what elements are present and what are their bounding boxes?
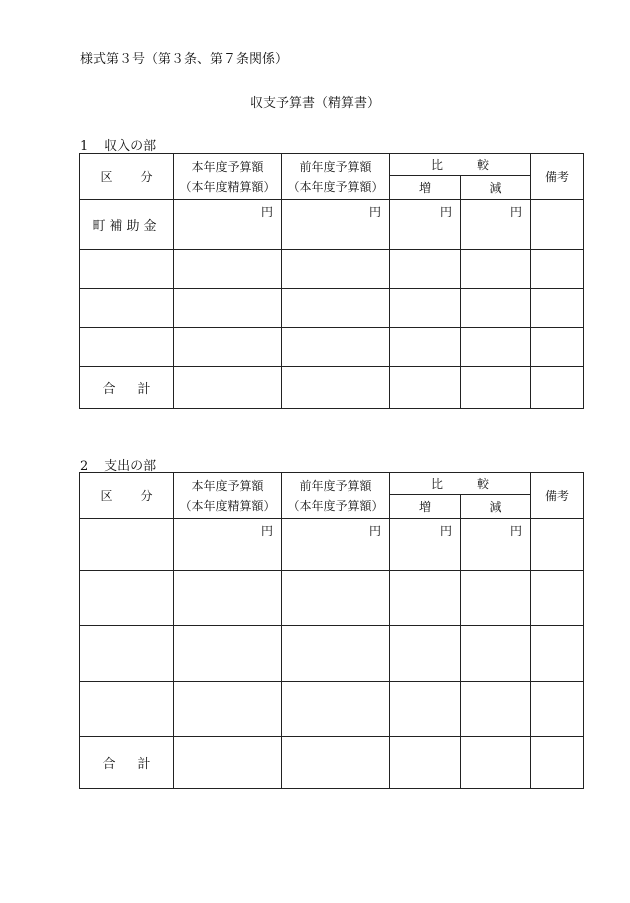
yen-unit: 円 [282, 200, 390, 250]
total-label: 合 計 [80, 737, 174, 789]
table-cell [531, 626, 584, 682]
table-cell [282, 682, 390, 737]
total-row [80, 737, 584, 789]
table-cell [174, 571, 282, 626]
table-cell [390, 328, 461, 367]
table-cell [461, 682, 531, 737]
table-cell [390, 682, 461, 737]
table-cell [282, 737, 390, 789]
table-cell [461, 626, 531, 682]
table-cell [461, 250, 531, 289]
table-cell [390, 289, 461, 328]
table-cell [282, 626, 390, 682]
table-cell [461, 571, 531, 626]
table-row [80, 250, 584, 289]
table-cell [282, 571, 390, 626]
expense-section-number: 2 [80, 459, 89, 474]
table-cell [174, 328, 282, 367]
yen-unit: 円 [390, 200, 461, 250]
table-cell [531, 682, 584, 737]
header-previous-year: 前年度予算額 （本年度予算額） [282, 473, 390, 519]
table-row [80, 328, 584, 367]
table-cell [531, 571, 584, 626]
table-cell [390, 737, 461, 789]
table-cell [80, 626, 174, 682]
header-remarks: 備考 [531, 473, 584, 519]
table-cell [531, 289, 584, 328]
table-cell [390, 626, 461, 682]
table-cell [390, 367, 461, 409]
header-kubun: 区 分 [80, 473, 174, 519]
table-row [80, 626, 584, 682]
yen-unit: 円 [461, 519, 531, 571]
expense-section-label: 支出の部 [104, 459, 157, 474]
table-cell [80, 289, 174, 328]
table-cell [531, 250, 584, 289]
header-comparison: 比 較 [390, 154, 531, 176]
yen-unit: 円 [174, 519, 282, 571]
table-cell [390, 250, 461, 289]
table-cell [461, 737, 531, 789]
header-remarks: 備考 [531, 154, 584, 200]
header-increase: 増 [390, 176, 461, 200]
table-cell [461, 289, 531, 328]
header-previous-year: 前年度予算額 （本年度予算額） [282, 154, 390, 200]
table-cell [174, 626, 282, 682]
table-cell [174, 367, 282, 409]
income-section-number: 1 [80, 139, 89, 154]
table-cell [174, 682, 282, 737]
table-cell [174, 289, 282, 328]
table-row [80, 571, 584, 626]
form-number: 様式第３号（第３条、第７条関係） [80, 52, 289, 67]
table-cell [80, 682, 174, 737]
total-row [80, 367, 584, 409]
income-table [79, 153, 584, 409]
header-kubun: 区 分 [80, 154, 174, 200]
header-decrease: 減 [461, 495, 531, 519]
table-cell [390, 571, 461, 626]
table-row [80, 519, 584, 571]
income-section-heading [80, 135, 156, 154]
expense-table [79, 472, 584, 789]
document-title: 収支予算書（精算書） [249, 96, 380, 111]
table-cell [531, 328, 584, 367]
table-cell [531, 367, 584, 409]
table-cell [80, 328, 174, 367]
table-cell [174, 250, 282, 289]
header-decrease: 減 [461, 176, 531, 200]
header-comparison: 比 較 [390, 473, 531, 495]
yen-unit: 円 [461, 200, 531, 250]
table-cell [531, 519, 584, 571]
yen-unit: 円 [282, 519, 390, 571]
table-row [80, 289, 584, 328]
table-cell [282, 367, 390, 409]
table-cell [80, 250, 174, 289]
table-cell [174, 737, 282, 789]
income-section-label: 収入の部 [104, 139, 157, 154]
table-cell [80, 571, 174, 626]
header-current-year: 本年度予算額 （本年度精算額） [174, 473, 282, 519]
table-cell [531, 200, 584, 250]
table-cell [282, 328, 390, 367]
table-cell [80, 519, 174, 571]
yen-unit: 円 [390, 519, 461, 571]
yen-unit: 円 [174, 200, 282, 250]
table-row [80, 682, 584, 737]
table-cell [531, 737, 584, 789]
row-label-town-subsidy: 町補助金 [80, 200, 174, 250]
table-cell [461, 328, 531, 367]
table-cell [461, 367, 531, 409]
total-label: 合 計 [80, 367, 174, 409]
table-cell [282, 250, 390, 289]
header-increase: 増 [390, 495, 461, 519]
table-row [80, 200, 584, 250]
header-current-year: 本年度予算額 （本年度精算額） [174, 154, 282, 200]
table-cell [282, 289, 390, 328]
